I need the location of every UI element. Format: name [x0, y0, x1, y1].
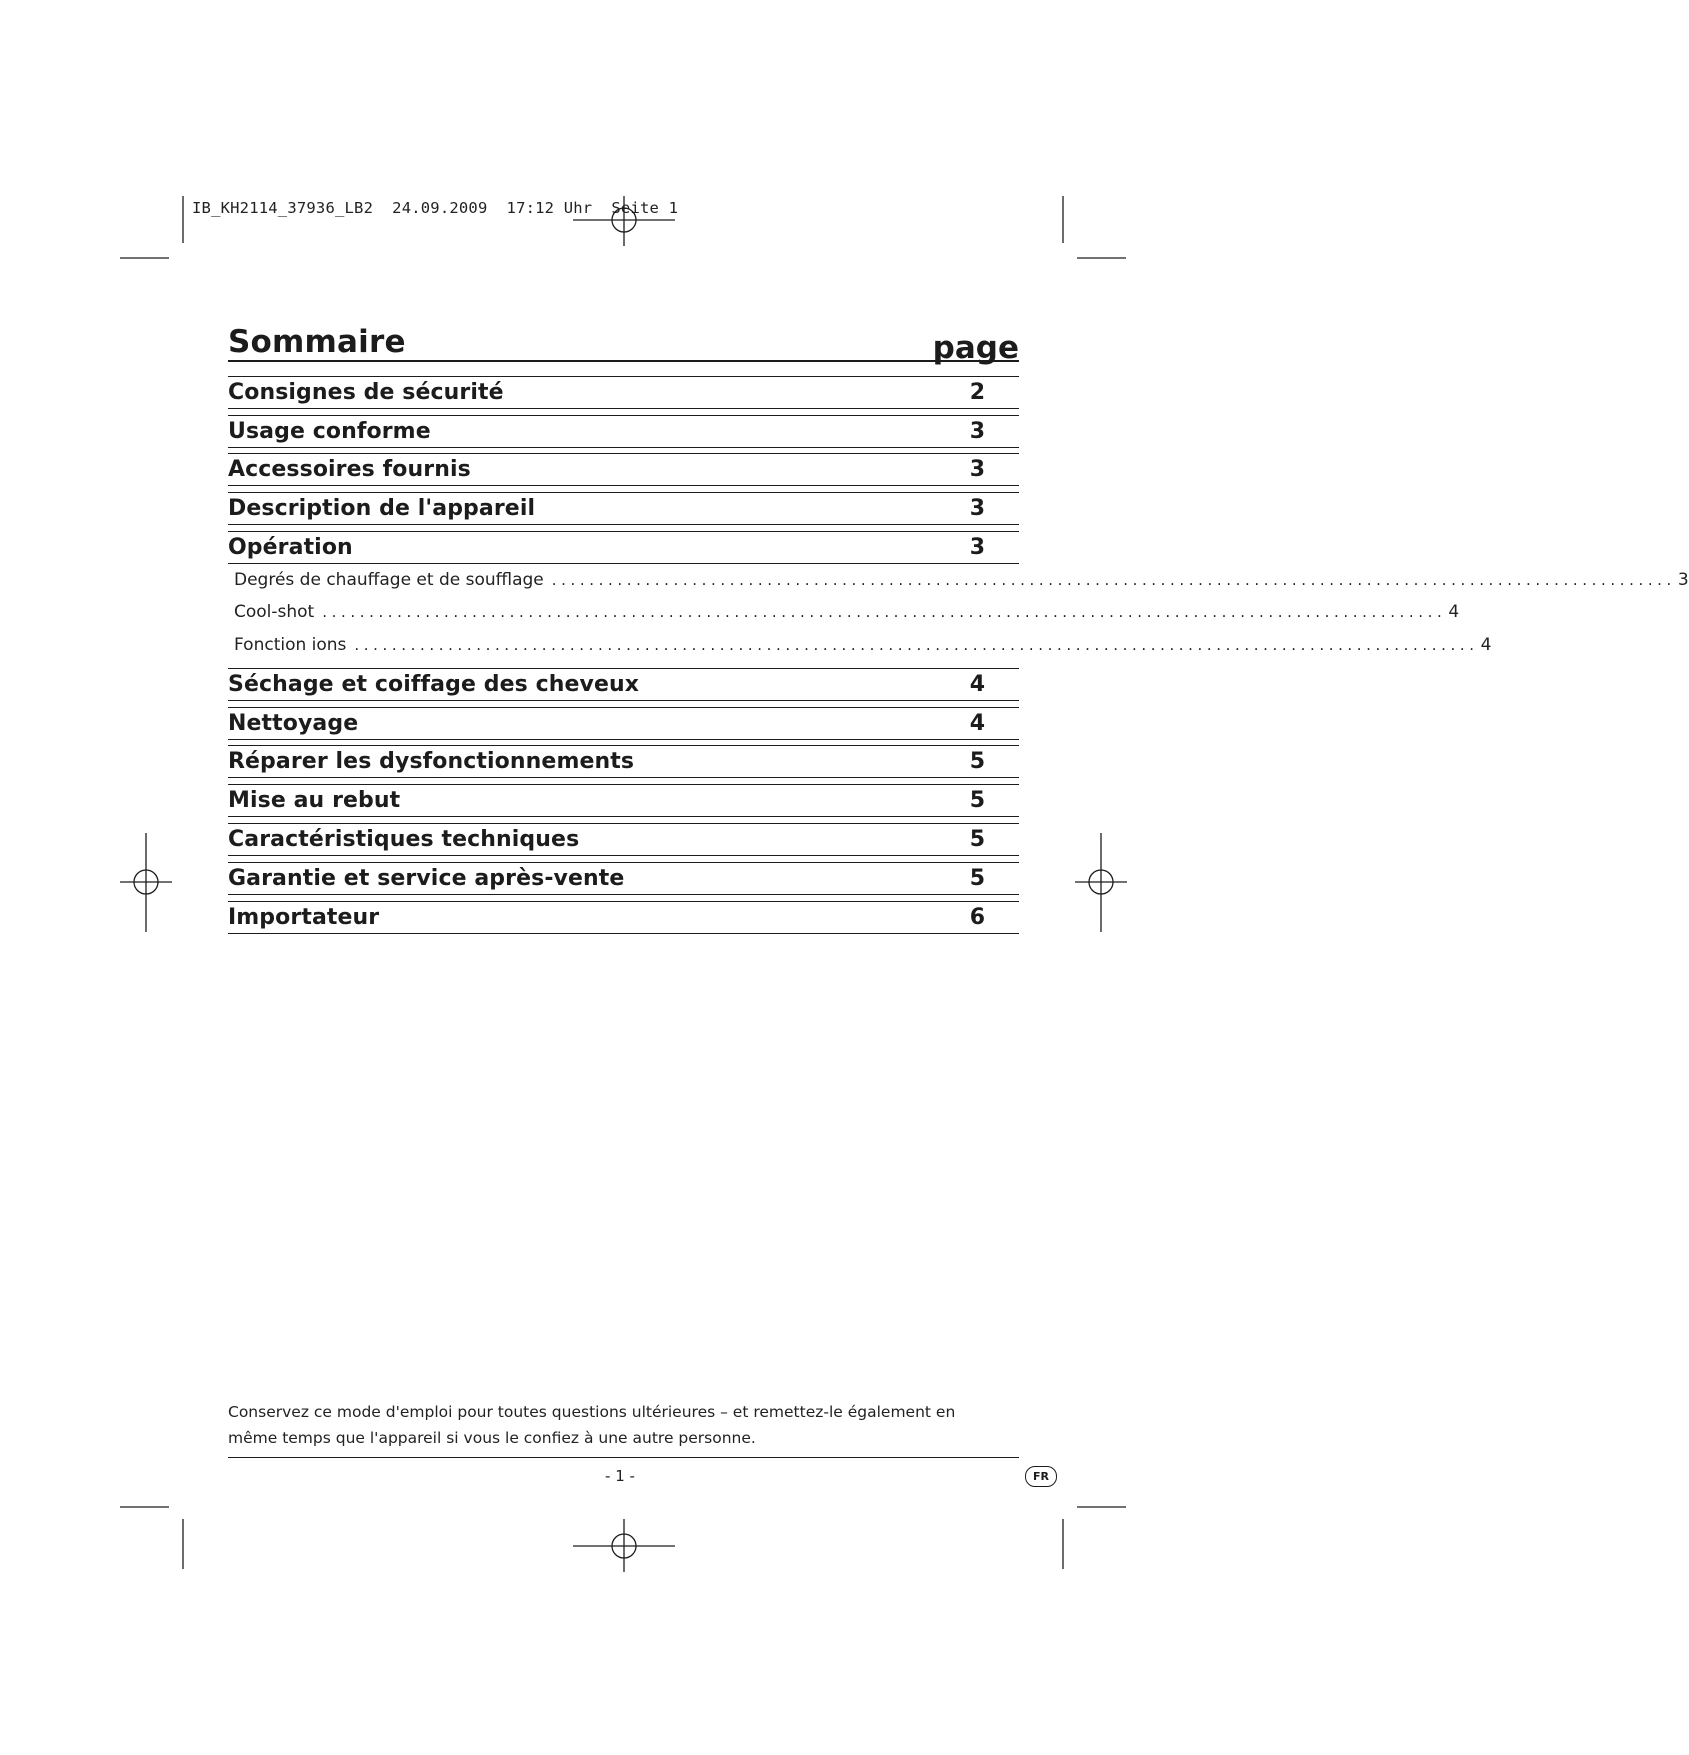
toc-page-column-label: page — [932, 330, 1019, 366]
toc-title: Sommaire — [228, 324, 406, 360]
toc-entry-label: Caractéristiques techniques — [228, 827, 580, 852]
toc-entry-page: 3 — [969, 457, 985, 482]
dot-leader: ........................................................................................................................ — [354, 636, 1479, 654]
toc-entry[interactable] — [228, 784, 1019, 817]
toc-entry-label: Consignes de sécurité — [228, 380, 504, 405]
toc-entry-page: 5 — [969, 866, 985, 891]
toc-entry-page: 3 — [969, 496, 985, 521]
toc-subentry[interactable] — [234, 635, 1492, 659]
toc-entry-page: 6 — [969, 905, 985, 930]
toc-entry[interactable] — [228, 745, 1019, 778]
toc-entry[interactable] — [228, 823, 1019, 856]
toc-entry-page: 5 — [969, 788, 985, 813]
toc-entry-label: Nettoyage — [228, 711, 359, 736]
toc-entry[interactable] — [228, 862, 1019, 895]
toc-entry-page: 5 — [969, 827, 985, 852]
toc-subentry[interactable] — [234, 570, 1689, 594]
keep-manual-note: Conservez ce mode d'emploi pour toutes questions ultérieures – et remettez-le également en même temps que l'appareil si vous le confiez à une autre personne. — [228, 1403, 956, 1447]
print-slug: IB_KH2114_37936_LB2 24.09.2009 17:12 Uhr Seite 1 — [192, 199, 679, 217]
toc-entry-page: 5 — [969, 749, 985, 774]
toc-entry[interactable] — [228, 415, 1019, 448]
toc-subentry-page: 3 — [1677, 570, 1689, 590]
toc-entry[interactable] — [228, 492, 1019, 525]
toc-entry[interactable] — [228, 376, 1019, 409]
toc-entry-label: Accessoires fournis — [228, 457, 471, 482]
toc-entry-label: Réparer les dysfonctionnements — [228, 749, 635, 774]
toc-entry-page: 4 — [969, 672, 985, 697]
toc-entry-label: Mise au rebut — [228, 788, 401, 813]
toc-subentry-page: 4 — [1480, 635, 1492, 655]
dot-leader: ........................................................................................................................ — [322, 603, 1447, 621]
toc-subentry-page: 4 — [1448, 602, 1460, 622]
footer-divider — [228, 1457, 1019, 1458]
toc-entry-label: Garantie et service après-vente — [228, 866, 625, 891]
toc-entry[interactable] — [228, 453, 1019, 486]
dot-leader: ........................................................................................................................ — [551, 571, 1676, 589]
toc-entry-label: Usage conforme — [228, 419, 431, 444]
page-number: - 1 - — [605, 1467, 635, 1485]
toc-entry[interactable] — [228, 668, 1019, 701]
toc-subentry-label: Cool-shot — [234, 602, 315, 622]
toc-header — [228, 318, 1019, 366]
toc-entry-page: 4 — [969, 711, 985, 736]
toc-subentry-label: Fonction ions — [234, 635, 347, 655]
toc-entry-page: 3 — [969, 535, 985, 560]
toc-entry-label: Opération — [228, 535, 353, 560]
toc-entry[interactable] — [228, 531, 1019, 564]
toc-subentry-label: Degrés de chauffage et de soufflage — [234, 570, 544, 590]
toc-entry[interactable] — [228, 901, 1019, 934]
toc-entry-label: Séchage et coiffage des cheveux — [228, 672, 640, 697]
language-badge: FR — [1025, 1466, 1057, 1487]
toc-entry[interactable] — [228, 707, 1019, 740]
toc-entry-label: Importateur — [228, 905, 380, 930]
toc-entry-label: Description de l'appareil — [228, 496, 536, 521]
toc-entry-page: 2 — [969, 380, 985, 405]
toc-subentry[interactable] — [234, 602, 1460, 626]
toc-entry-page: 3 — [969, 419, 985, 444]
